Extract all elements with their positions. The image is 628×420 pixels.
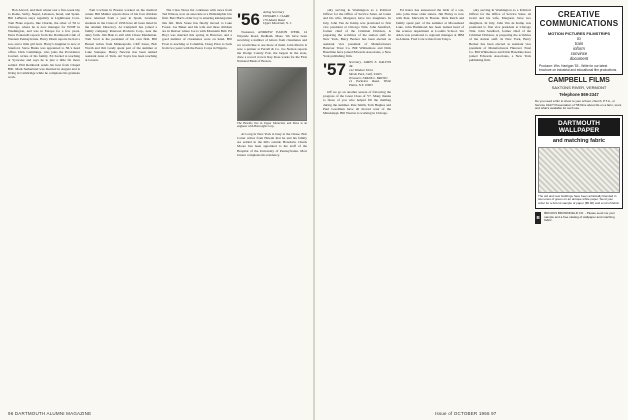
cc-word-1: to [577,36,581,41]
left-footer: 96 DARTMOUTH ALUMNI MAGAZINE [8,411,92,416]
photo-caption: The Hewitts live in Upper Montclair, and Dave is an engineer with Burroughs Corp. [237,120,307,129]
campbell-name: CAMPBELL FILMS [548,77,610,84]
campbell-location: SAXTONS RIVER, VERMONT [551,85,607,90]
right-col-1-text: only serving in Washington as a Political Officer for the Office of Service Sales. Al Grant and his wife, Margaret, have two daughters. In July, John Van de Kamp was promoted to first vice president at Chicago Title. John Sandford, former chief of the Criminal Division, is preparing the activities of the station staff. In New York, Barry Becker has been elected as assistant vice president of Manufacturers Hanover Trust Co. Bill Whittemore and Dick Hazeltine have joined Edwards Associates, a New York publishing firm. [323,8,391,59]
secretary-57-address-1: 142 Windsor Drive [348,68,374,73]
campbell-films-ad [535,77,623,111]
cc-contact: Producer: Wm. Harrigan '53 - Write for our latest brochure on industrial and educational film productions. [539,64,618,72]
left-col-3-text: The Class Notes list continues with news from Ted Wilson, now an associate at a Philadelphia law firm. Bert Hart's older boy is entering kindergarten this fall. Dick Stone has finally moved to Lake Forest. Joe Baker and his wife and three children are in Denver where Joe is with Mountain Bell. Ed Hoyt was married this spring in Hanover, and a good number of classmates were on hand. Bill Frost is teaching at Columbia. Doug Price is back from two years with the Peace Corps in Nigeria. [162,8,232,50]
class-year-56: '56 [237,10,260,29]
cc-word-5: document [569,56,589,61]
secretary-address-2: Upper Montclair, N. J. [262,21,292,26]
class-56-header [237,11,307,28]
right-col-3-text: only serving in Washington as a Political Officer for the Office of Service Sales. Al Grant and his wife, Margaret, have two daughters. In July, John Van de Kamp was promoted to first vice president at Chicago Title. John Sandford, former chief of the Criminal Division, is preparing the activities of the station staff. In New York, Barry Becker has been elected as assistant vice president of Manufacturers Hanover Trust Co. Bill Whittemore and Dick Hazeltine have joined Edwards Associates, a New York publishing firm. [469,8,531,63]
left-col-2-text: Tom Cochran in Boston worked on the medical center. Bill Mahler reports three of his four children have returned from a year in Spain. Graduate students in the Class of 1956 have all been listed in the Alumni Directory. Al Campbell has joined a family company, Peterson Products Corp., near the dairy farm. Jim Hale is still with Chase Manhattan. Tom Scott is the president of his own firm. Bill Hessel writes from Minneapolis. Cliff Jones, Bob Worth and Jim Grady spent part of the summer at Lake Sunapee. Henry Newton has been named assistant dean of Tuck. Art Sayre has been teaching at Groton. [85,8,157,63]
wallpaper-swatch [538,147,620,193]
cc-word-3: inform [573,46,585,51]
right-footer: Issue of OCTOBER 1966 97 [435,411,497,416]
left-col-2 [85,8,157,403]
treasurer-57-address: 14 Parkview Road, White Plains, N.Y. 10603 [348,79,391,88]
wallpaper-title: DARTMOUTH WALLPAPER [538,118,620,136]
right-col-1b-text: Off we go on another season of following the progress of the Great Class of '57. Many thanks to those of you who helped fill the mailbag during the summer. Pete Smith, Tom Hughes and Paul Goodman have all moved west of the Mississippi. Bill Weaver is working in Chicago. [323,90,391,116]
family-photo [237,67,307,121]
secretary-57-label: Secretary, JAMES E. DALTON JR. [348,60,391,69]
right-col-2-text: Ed Knox has announced the birth of a son, who joins three older sisters. Jim Finley is now with Peat, Marwick in Boston. Dick Reich and family spent part of the summer at Moosehead Lake. John Hammond has been named head of the science department at Loomis School. Stu Allen was promoted to regional manager at IBM in Atlanta. Fred Cole writes from Tokyo. [396,8,464,42]
campbell-telephone: Telephone 869-2347 [559,92,599,97]
left-col-1-text: Bob Alvord, and their winter rest a five-week trip to Rome, Sicily, Nepal, Lebanon, Israel, and Spain. Bill LeBaron stays regularly at Lighthouse Cove. Tom Fiske reports, like Charlie, the other of '56 to Chicago, where he is now manager for WNIF in Washington, and was in Europe for a few years. Dave Pontarelli reports from the Dartmouth Club of Western Pennsylvania. Harry Drum reports he had a son, and a little girl born. Harry's daughter is now at Stanford. Steve Bunis was appointed to NL's head office. Dick Cummings, who joins the Providence Journal, writes of his family. Ed Zeckel is teaching at Syracuse and says he is just a little bit more settled. Phil Reinhardt sends his best from Chapel Hill. Mark Sutherland was married in August and is living in Cambridge while he completes his graduate work. [8,8,80,80]
left-col-3 [162,8,232,403]
campbell-fine-print: Do you need a film to show to your school, church, P.T.A., or Service Club? Presentation of '58 films about life on a farm, tours and what's available for such use. [535,99,622,111]
brooks-brownfield-ad [535,212,623,224]
secretary-57-address-2: Menlo Park, Calif. 94025 [348,71,382,76]
right-col-1 [323,8,391,403]
right-col-2 [396,8,464,403]
class-56-secretary [263,11,292,26]
class-57-officers [349,61,391,88]
left-col-4a-text: Treasurer, ANDREW EATON WEIR, 14 Wayside Road, Dedham, Mass. We have been receiving a number of letters from classmates and we would like to see more of them. John Morris is now a partner at Ferrell & Co. Joe Nelson reports the Dodge County Fair, the largest in the state, drew a record crowd. Ray Ross works for the First National Bank of Boston. [237,30,307,64]
left-col-4 [237,8,307,403]
wallpaper-text: The old and new buildings have been artistically blended in two tones of green on an antique white paper. Send your order for a full-cut sample of paper ($5.90) and a roll of fabric. [538,193,620,205]
ad-column [535,6,623,224]
left-col-1 [8,8,80,403]
cc-word-4: convince [570,51,588,56]
wallpaper-subtitle: and matching fabric [552,137,606,144]
cc-word-2: train [574,41,584,46]
right-col-3 [469,8,531,403]
dartmouth-wallpaper-ad [535,115,623,209]
left-page [0,0,313,420]
secretary-name: EDWARD J. CLARK [262,13,290,18]
class-57-header [323,61,391,88]
cc-product: MOTION PICTURES FILMSTRIPS [547,31,611,36]
creative-communications-ad [535,6,623,75]
cc-title: CREATIVE COMMUNICATIONS [539,10,619,28]
secretary-label: Acting Secretary [262,10,285,14]
brooks-text: BROOKS BROWNFIELD CO. - Please send me your sample and a free catalog of wallpaper and matching fabric. [544,211,615,223]
class-year-57: '57 [323,60,346,80]
brooks-logo: B [535,212,541,224]
secretary-address-1: 170 Adams Road [262,17,285,22]
left-col-4b-text: Al Long in New York is busy at the Chase. Bob Carter writes from Hawaii that he and his family are settled in the hills outside Honolulu. Chuck Moore has been appointed to the staff of the Hospital of the University of Pennsylvania. Mort Glazer completes his residency. [237,131,307,157]
treasurer-57-label: Treasurer, FRANK L. BRUNO [348,75,388,80]
